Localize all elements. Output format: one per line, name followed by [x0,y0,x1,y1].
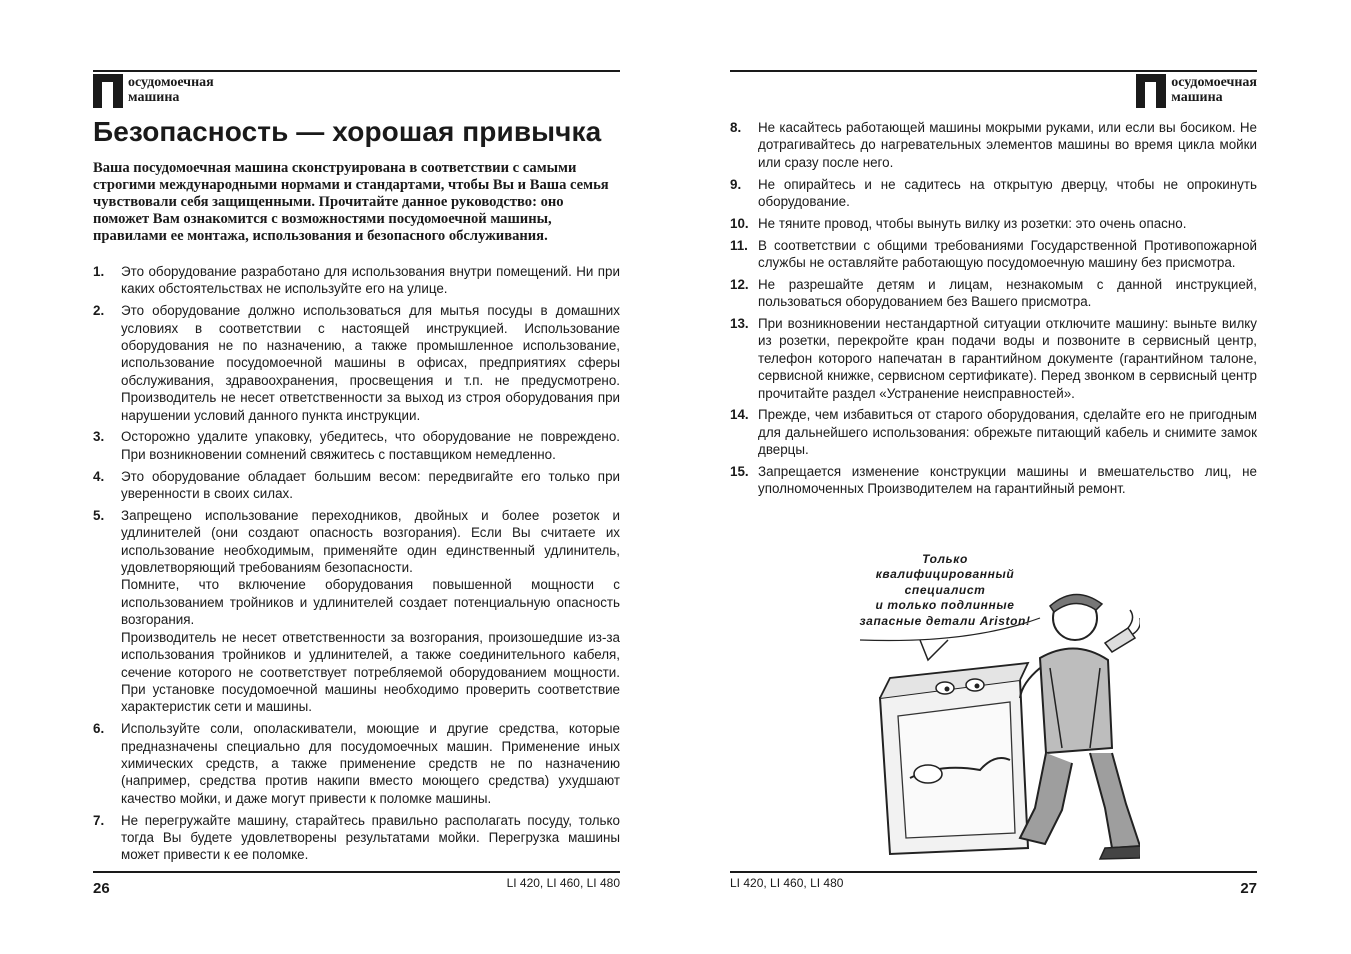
technician-illustration [850,548,1140,860]
item-number: 4. [93,468,105,484]
item-text: Не опирайтесь и не садитесь на открытую дверцу, чтобы не опрокинуть оборудование. [758,176,1257,210]
list-item [730,176,1257,211]
header-title [128,75,214,105]
bubble-line: и только подлинные [875,598,1015,613]
left-page [93,0,620,954]
header-line1: осудомоечная [1171,75,1257,90]
item-number: 14. [730,407,749,423]
item-paragraph: Это оборудование должно использоваться для мытья посуды в домашних условиях в соответствии с настоящей инструкцией. Использование оборудования не по назначению, а также промышленное использование, использование посудомоечной машины в офисах, предприятиях сферы обслуживания, здравоохранения, просвещения и т.п. не предусмотрено. Производитель не несет ответственности за выход из строя оборудования при нарушении условий данного пункта инструкции. [121,303,620,423]
item-text [121,720,620,807]
item-number: 6. [93,721,105,737]
model-list: LI 420, LI 460, LI 480 [506,876,620,890]
item-number: 8. [730,120,742,135]
bubble-line: специалист [904,582,986,597]
item-paragraph: Производитель не несет ответственности за возгорания, произошедшие из-за использования тройников и удлинителей, а также соединительного кабеля, сечение которого не соответствует потребляемой оборудованием мощности. При установке посудомоечной машины необходимо проверить соответствие характеристик сети и машины. [121,629,620,715]
list-item [730,406,1257,458]
item-text: При возникновении нестандартной ситуации отключите машину: выньте вилку из розетки, перекройте кран подачи воды и позвоните в сервисный центр, телефон которого напечатан в гарантийном документе (гарантийном талоне, сервисной книжке, сервисном сертификате). Перед звонком в сервисный центр прочитайте раздел «Устранение неисправностей». [758,316,1257,401]
list-item [93,507,620,716]
item-number: 10. [730,215,749,231]
item-number: 15. [730,464,749,480]
page-title: Безопасность — хорошая привычка [93,116,602,147]
list-item [730,276,1257,311]
item-paragraph: Не перегружайте машину, старайтесь правильно располагать посуду, только тогда Вы будете удовлетворены результатами мойки. Перегрузка машины может привести к ее поломке. [121,812,620,863]
item-number: 11. [730,237,748,253]
item-text [121,507,620,716]
item-text [121,812,620,864]
list-item [93,302,620,424]
item-number: 3. [93,429,105,445]
speech-bubble [850,552,1040,629]
page-header [93,72,214,108]
item-number: 13. [730,316,749,332]
list-item [730,215,1257,232]
item-text: Не касайтесь работающей машины мокрыми руками, или если вы босиком. Не дотрагивайтесь до нагревательных элементов машины во время цикла мойки или сразу после него. [758,120,1257,170]
right-page [730,0,1257,954]
list-item [93,428,620,463]
list-item [730,463,1257,498]
item-text: В соответствии с общими требованиями Государственной Противопожарной службы не оставляйте работающую посудомоечную машину без присмотра. [758,237,1257,271]
item-paragraph: Помните, что включение оборудования повышенной мощности с использованием тройников и удлинителей создает потенциальную опасность возгорания. [121,577,620,628]
header-line1: осудомоечная [128,75,214,90]
item-text: Прежде, чем избавиться от старого оборудования, сделайте его не пригодным для дальнейшего использования: обрежьте питающий кабель и снимите замок дверцы. [758,407,1257,458]
list-item [730,119,1257,171]
item-paragraph: Это оборудование обладает большим весом: передвигайте его только при уверенности в своих силах. [121,468,620,502]
page-number: 27 [1240,880,1257,897]
page-header [1136,72,1257,108]
item-paragraph: Осторожно удалите упаковку, убедитесь, что оборудование не повреждено. При возникновении сомнений свяжитесь с поставщиком немедленно. [121,429,620,462]
header-logo-mark [1136,74,1166,108]
list-item [730,315,1257,402]
item-text: Не разрешайте детям и лицам, незнакомым с данной инструкцией, пользоваться оборудованием без Вашего присмотра. [758,276,1257,310]
header-line2: машина [128,90,180,105]
safety-list-right [730,119,1257,502]
bubble-line: квалифицированный [875,567,1015,582]
item-number: 12. [730,276,749,292]
item-text: Не тяните провод, чтобы вынуть вилку из розетки: это очень опасно. [758,215,1187,231]
item-text [121,428,620,463]
list-item [93,812,620,864]
item-paragraph: Запрещено использование переходников, двойных и более розеток и удлинителей (они создают опасность возгорания). Если Вы считаете их использование необходимым, применяйте один единственный удлинитель, удовлетворяющий требованиям безопасности. [121,507,620,576]
bubble-line: Только [922,552,968,566]
item-number: 2. [93,303,105,319]
item-text [121,468,620,503]
list-item [93,468,620,503]
item-number: 1. [93,264,105,279]
item-text [121,302,620,424]
item-paragraph: Это оборудование разработано для использования внутри помещений. Ни при каких обстоятельствах не используйте его на улице. [121,264,620,297]
item-text [121,263,620,298]
item-number: 7. [93,812,105,828]
list-item [93,263,620,298]
safety-list-left [93,263,620,868]
bubble-line: запасные детали Ariston! [859,613,1031,628]
header-logo-mark [93,74,123,108]
intro-paragraph: Ваша посудомоечная машина сконструирована в соответствии с самыми строгими международными нормами и стандартами, чтобы Вы и Ваша семья чувствовали себя защищенными. Прочитайте данное руководство: оно поможет Вам ознакомится с возможностями посудомоечной машины, правилами ее монтажа, использования и безопасного обслуживания. [93,160,609,244]
bottom-rule [93,871,620,873]
header-line2: машина [1171,90,1223,105]
page-number: 26 [93,880,110,897]
item-number: 5. [93,507,105,523]
item-text: Запрещается изменение конструкции машины и вмешательство лиц, не уполномоченных Производителем на гарантийный ремонт. [758,464,1257,497]
item-paragraph: Используйте соли, ополаскиватели, моющие и другие средства, которые предназначены специально для посудомоечных машин. Применение иных химических средств, а также применение средств не по назначению (например, средства против накипи вместо моющего средства) ухудшают качество мойки, и даже могут привести к поломке машины. [121,721,620,806]
item-number: 9. [730,176,742,192]
list-item [730,237,1257,272]
list-item [93,720,620,807]
model-list: LI 420, LI 460, LI 480 [730,876,844,890]
bottom-rule [730,871,1257,873]
header-title [1171,75,1257,105]
